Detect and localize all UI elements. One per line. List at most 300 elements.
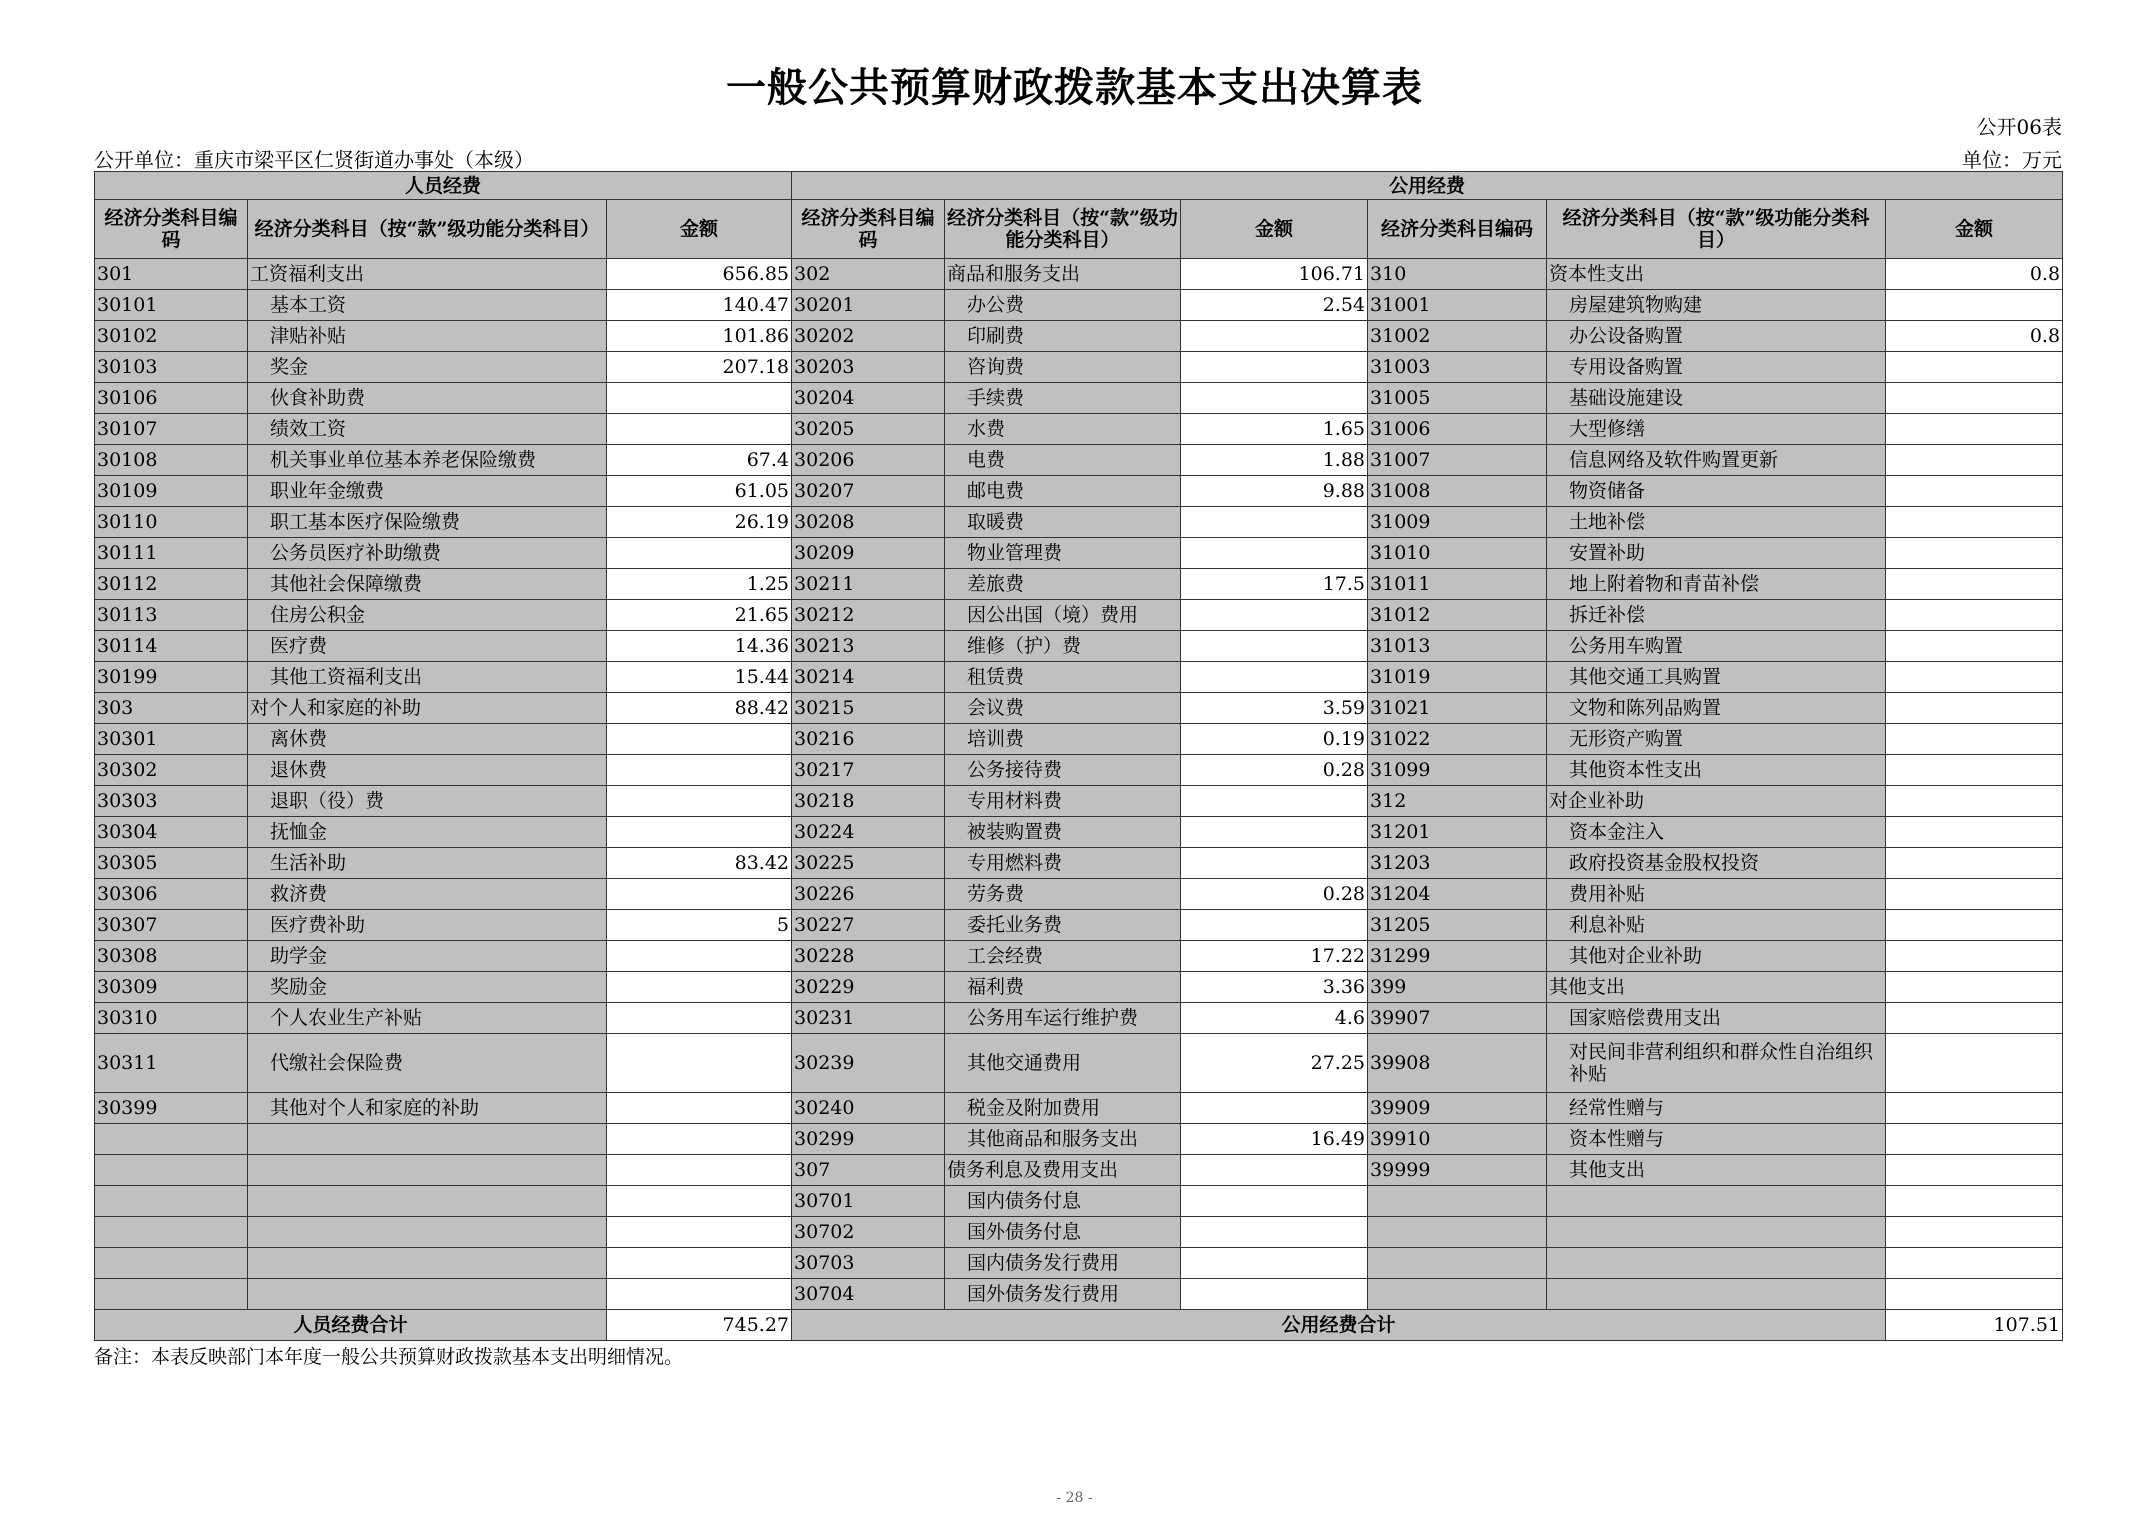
amount-capital — [1886, 1248, 2063, 1279]
code-public: 30211 — [792, 569, 945, 600]
amount-capital: 0.8 — [1886, 321, 2063, 352]
amount-personnel — [607, 755, 792, 786]
code-capital: 31011 — [1368, 569, 1547, 600]
code-public: 30704 — [792, 1279, 945, 1310]
table-note: 备注：本表反映部门本年度一般公共预算财政拨款基本支出明细情况。 — [94, 1346, 684, 1368]
code-capital: 31007 — [1368, 445, 1547, 476]
code-personnel: 30103 — [95, 352, 248, 383]
name-capital: 土地补偿 — [1547, 507, 1886, 538]
name-personnel: 公务员医疗补助缴费 — [248, 538, 607, 569]
name-public: 劳务费 — [945, 879, 1181, 910]
amount-personnel — [607, 1003, 792, 1034]
code-capital: 399 — [1368, 972, 1547, 1003]
amount-public — [1181, 848, 1368, 879]
name-public: 培训费 — [945, 724, 1181, 755]
name-personnel: 职业年金缴费 — [248, 476, 607, 507]
name-personnel: 生活补助 — [248, 848, 607, 879]
amount-capital — [1886, 941, 2063, 972]
amount-public — [1181, 1186, 1368, 1217]
code-capital: 39907 — [1368, 1003, 1547, 1034]
name-public: 专用燃料费 — [945, 848, 1181, 879]
header-amount-capital: 金额 — [1886, 200, 2063, 259]
amount-personnel — [607, 786, 792, 817]
code-public: 30204 — [792, 383, 945, 414]
name-capital: 利息补贴 — [1547, 910, 1886, 941]
code-personnel: 30306 — [95, 879, 248, 910]
amount-public — [1181, 507, 1368, 538]
name-capital — [1547, 1248, 1886, 1279]
amount-personnel: 26.19 — [607, 507, 792, 538]
amount-public: 17.22 — [1181, 941, 1368, 972]
amount-capital — [1886, 600, 2063, 631]
name-public: 公务用车运行维护费 — [945, 1003, 1181, 1034]
amount-capital — [1886, 1034, 2063, 1093]
name-public: 租赁费 — [945, 662, 1181, 693]
code-public: 30218 — [792, 786, 945, 817]
amount-public — [1181, 910, 1368, 941]
table-row — [95, 941, 2063, 972]
code-capital: 31005 — [1368, 383, 1547, 414]
name-capital: 基础设施建设 — [1547, 383, 1886, 414]
table-row — [95, 910, 2063, 941]
amount-public: 0.19 — [1181, 724, 1368, 755]
amount-personnel: 88.42 — [607, 693, 792, 724]
amount-personnel — [607, 879, 792, 910]
code-capital — [1368, 1279, 1547, 1310]
name-personnel: 医疗费补助 — [248, 910, 607, 941]
code-personnel — [95, 1186, 248, 1217]
amount-public — [1181, 383, 1368, 414]
header-amount-public: 金额 — [1181, 200, 1368, 259]
name-personnel: 机关事业单位基本养老保险缴费 — [248, 445, 607, 476]
amount-personnel: 61.05 — [607, 476, 792, 507]
table-row — [95, 724, 2063, 755]
amount-personnel — [607, 1279, 792, 1310]
name-public: 被装购置费 — [945, 817, 1181, 848]
table-row — [95, 476, 2063, 507]
code-capital — [1368, 1186, 1547, 1217]
name-public: 因公出国（境）费用 — [945, 600, 1181, 631]
code-public: 30205 — [792, 414, 945, 445]
code-public: 30231 — [792, 1003, 945, 1034]
name-public: 印刷费 — [945, 321, 1181, 352]
name-personnel: 医疗费 — [248, 631, 607, 662]
name-personnel — [248, 1186, 607, 1217]
table-row — [95, 1186, 2063, 1217]
table-row — [95, 1093, 2063, 1124]
name-capital — [1547, 1217, 1886, 1248]
amount-public: 1.65 — [1181, 414, 1368, 445]
amount-capital: 0.8 — [1886, 259, 2063, 290]
name-capital: 物资储备 — [1547, 476, 1886, 507]
amount-personnel — [607, 1124, 792, 1155]
name-capital: 对民间非营利组织和群众性自治组织补贴 — [1547, 1034, 1886, 1093]
code-capital: 310 — [1368, 259, 1547, 290]
name-personnel: 奖金 — [248, 352, 607, 383]
name-capital: 其他支出 — [1547, 1155, 1886, 1186]
name-public: 税金及附加费用 — [945, 1093, 1181, 1124]
total-public-label: 公用经费合计 — [792, 1310, 1886, 1341]
code-public: 30217 — [792, 755, 945, 786]
amount-public: 27.25 — [1181, 1034, 1368, 1093]
table-row — [95, 1248, 2063, 1279]
amount-capital — [1886, 569, 2063, 600]
code-personnel: 301 — [95, 259, 248, 290]
code-public: 30213 — [792, 631, 945, 662]
amount-capital — [1886, 1155, 2063, 1186]
name-capital — [1547, 1279, 1886, 1310]
name-capital: 公务用车购置 — [1547, 631, 1886, 662]
code-personnel — [95, 1124, 248, 1155]
code-public: 30225 — [792, 848, 945, 879]
amount-public — [1181, 600, 1368, 631]
name-capital: 政府投资基金股权投资 — [1547, 848, 1886, 879]
name-public: 水费 — [945, 414, 1181, 445]
amount-personnel: 140.47 — [607, 290, 792, 321]
code-personnel: 30101 — [95, 290, 248, 321]
code-capital: 31010 — [1368, 538, 1547, 569]
name-capital: 国家赔偿费用支出 — [1547, 1003, 1886, 1034]
name-public: 会议费 — [945, 693, 1181, 724]
amount-capital — [1886, 290, 2063, 321]
code-personnel: 30307 — [95, 910, 248, 941]
code-personnel: 30109 — [95, 476, 248, 507]
code-capital: 31002 — [1368, 321, 1547, 352]
name-personnel: 其他社会保障缴费 — [248, 569, 607, 600]
name-public: 商品和服务支出 — [945, 259, 1181, 290]
table-row — [95, 321, 2063, 352]
code-public: 30240 — [792, 1093, 945, 1124]
code-public: 30224 — [792, 817, 945, 848]
amount-personnel: 15.44 — [607, 662, 792, 693]
amount-public: 3.36 — [1181, 972, 1368, 1003]
code-personnel: 30302 — [95, 755, 248, 786]
amount-capital — [1886, 817, 2063, 848]
amount-capital — [1886, 848, 2063, 879]
table-row — [95, 1155, 2063, 1186]
table-row — [95, 445, 2063, 476]
amount-capital — [1886, 879, 2063, 910]
code-public: 30216 — [792, 724, 945, 755]
code-public: 30228 — [792, 941, 945, 972]
name-personnel: 救济费 — [248, 879, 607, 910]
name-capital: 信息网络及软件购置更新 — [1547, 445, 1886, 476]
name-capital: 文物和陈列品购置 — [1547, 693, 1886, 724]
name-public: 手续费 — [945, 383, 1181, 414]
code-capital: 31201 — [1368, 817, 1547, 848]
table-row — [95, 1217, 2063, 1248]
name-personnel: 基本工资 — [248, 290, 607, 321]
amount-public: 1.88 — [1181, 445, 1368, 476]
amount-capital — [1886, 1279, 2063, 1310]
amount-public: 3.59 — [1181, 693, 1368, 724]
name-personnel — [248, 1217, 607, 1248]
name-public: 委托业务费 — [945, 910, 1181, 941]
code-public: 30214 — [792, 662, 945, 693]
amount-personnel: 656.85 — [607, 259, 792, 290]
code-personnel: 30107 — [95, 414, 248, 445]
name-personnel — [248, 1124, 607, 1155]
amount-capital — [1886, 1186, 2063, 1217]
amount-capital — [1886, 724, 2063, 755]
table-row — [95, 290, 2063, 321]
total-public-amount: 107.51 — [1886, 1310, 2063, 1341]
name-public: 取暖费 — [945, 507, 1181, 538]
name-personnel: 助学金 — [248, 941, 607, 972]
name-personnel: 职工基本医疗保险缴费 — [248, 507, 607, 538]
name-public: 邮电费 — [945, 476, 1181, 507]
header-code-public: 经济分类科目编码 — [792, 200, 945, 259]
expenditure-table — [94, 171, 2063, 1341]
name-capital: 房屋建筑物购建 — [1547, 290, 1886, 321]
amount-capital — [1886, 476, 2063, 507]
amount-capital — [1886, 507, 2063, 538]
table-row — [95, 848, 2063, 879]
name-personnel — [248, 1279, 607, 1310]
code-personnel: 30305 — [95, 848, 248, 879]
code-public: 30202 — [792, 321, 945, 352]
amount-capital — [1886, 972, 2063, 1003]
code-capital: 31006 — [1368, 414, 1547, 445]
name-capital: 拆迁补偿 — [1547, 600, 1886, 631]
amount-public — [1181, 786, 1368, 817]
code-capital: 31299 — [1368, 941, 1547, 972]
header-code-capital: 经济分类科目编码 — [1368, 200, 1547, 259]
code-public: 30226 — [792, 879, 945, 910]
name-capital: 大型修缮 — [1547, 414, 1886, 445]
code-personnel: 30399 — [95, 1093, 248, 1124]
code-personnel: 30113 — [95, 600, 248, 631]
code-capital: 39910 — [1368, 1124, 1547, 1155]
amount-personnel: 67.4 — [607, 445, 792, 476]
code-public: 30203 — [792, 352, 945, 383]
code-personnel — [95, 1155, 248, 1186]
name-public: 公务接待费 — [945, 755, 1181, 786]
name-public: 物业管理费 — [945, 538, 1181, 569]
amount-personnel: 101.86 — [607, 321, 792, 352]
amount-personnel — [607, 1186, 792, 1217]
code-capital: 31021 — [1368, 693, 1547, 724]
table-row — [95, 755, 2063, 786]
name-capital: 资本金注入 — [1547, 817, 1886, 848]
amount-capital — [1886, 414, 2063, 445]
name-capital: 资本性赠与 — [1547, 1124, 1886, 1155]
name-public: 国内债务付息 — [945, 1186, 1181, 1217]
table-row — [95, 879, 2063, 910]
amount-personnel — [607, 817, 792, 848]
amount-public: 0.28 — [1181, 879, 1368, 910]
amount-personnel — [607, 538, 792, 569]
amount-personnel — [607, 1248, 792, 1279]
code-public: 30703 — [792, 1248, 945, 1279]
name-personnel: 奖励金 — [248, 972, 607, 1003]
amount-capital — [1886, 383, 2063, 414]
code-personnel: 30310 — [95, 1003, 248, 1034]
amount-capital — [1886, 1093, 2063, 1124]
table-row — [95, 414, 2063, 445]
code-capital — [1368, 1248, 1547, 1279]
table-row — [95, 786, 2063, 817]
table-row — [95, 1279, 2063, 1310]
code-personnel: 30111 — [95, 538, 248, 569]
code-capital: 31009 — [1368, 507, 1547, 538]
code-capital: 31003 — [1368, 352, 1547, 383]
amount-capital — [1886, 631, 2063, 662]
amount-public — [1181, 1248, 1368, 1279]
code-personnel: 303 — [95, 693, 248, 724]
code-personnel: 30110 — [95, 507, 248, 538]
amount-capital — [1886, 445, 2063, 476]
table-row — [95, 538, 2063, 569]
code-personnel — [95, 1248, 248, 1279]
name-personnel: 伙食补助费 — [248, 383, 607, 414]
name-public: 其他交通费用 — [945, 1034, 1181, 1093]
code-personnel: 30303 — [95, 786, 248, 817]
name-public: 电费 — [945, 445, 1181, 476]
code-capital: 31019 — [1368, 662, 1547, 693]
name-public: 国内债务发行费用 — [945, 1248, 1181, 1279]
amount-public — [1181, 1093, 1368, 1124]
table-row — [95, 631, 2063, 662]
amount-personnel — [607, 1155, 792, 1186]
name-public: 差旅费 — [945, 569, 1181, 600]
amount-public — [1181, 662, 1368, 693]
amount-personnel — [607, 1034, 792, 1093]
table-row — [95, 1003, 2063, 1034]
amount-public — [1181, 1155, 1368, 1186]
code-capital: 31013 — [1368, 631, 1547, 662]
name-personnel — [248, 1155, 607, 1186]
table-row — [95, 662, 2063, 693]
code-capital: 31022 — [1368, 724, 1547, 755]
table-row — [95, 693, 2063, 724]
header-amount-personnel: 金额 — [607, 200, 792, 259]
amount-capital — [1886, 538, 2063, 569]
code-public: 302 — [792, 259, 945, 290]
code-public: 30201 — [792, 290, 945, 321]
name-public: 咨询费 — [945, 352, 1181, 383]
table-row — [95, 383, 2063, 414]
name-public: 工会经费 — [945, 941, 1181, 972]
table-row — [95, 1124, 2063, 1155]
table-row — [95, 352, 2063, 383]
name-personnel: 个人农业生产补贴 — [248, 1003, 607, 1034]
total-personnel-amount: 745.27 — [607, 1310, 792, 1341]
page-number: - 28 - — [1056, 1490, 1093, 1506]
name-capital: 其他对企业补助 — [1547, 941, 1886, 972]
amount-public — [1181, 352, 1368, 383]
code-personnel — [95, 1217, 248, 1248]
amount-public — [1181, 817, 1368, 848]
code-personnel: 30199 — [95, 662, 248, 693]
code-personnel: 30308 — [95, 941, 248, 972]
name-public: 其他商品和服务支出 — [945, 1124, 1181, 1155]
code-public: 30208 — [792, 507, 945, 538]
code-capital: 31012 — [1368, 600, 1547, 631]
name-capital — [1547, 1186, 1886, 1217]
code-public: 30229 — [792, 972, 945, 1003]
amount-personnel: 14.36 — [607, 631, 792, 662]
amount-capital — [1886, 755, 2063, 786]
name-public: 维修（护）费 — [945, 631, 1181, 662]
header-name-personnel: 经济分类科目（按“款”级功能分类科目） — [248, 200, 607, 259]
name-personnel: 抚恤金 — [248, 817, 607, 848]
amount-personnel — [607, 972, 792, 1003]
name-capital: 安置补助 — [1547, 538, 1886, 569]
code-public: 30215 — [792, 693, 945, 724]
name-personnel: 津贴补贴 — [248, 321, 607, 352]
name-personnel: 退休费 — [248, 755, 607, 786]
amount-public: 17.5 — [1181, 569, 1368, 600]
code-personnel: 30112 — [95, 569, 248, 600]
name-public: 福利费 — [945, 972, 1181, 1003]
code-public: 30701 — [792, 1186, 945, 1217]
amount-public: 2.54 — [1181, 290, 1368, 321]
amount-public — [1181, 631, 1368, 662]
amount-capital — [1886, 693, 2063, 724]
name-capital: 其他交通工具购置 — [1547, 662, 1886, 693]
name-personnel: 工资福利支出 — [248, 259, 607, 290]
amount-public: 9.88 — [1181, 476, 1368, 507]
amount-personnel: 83.42 — [607, 848, 792, 879]
amount-personnel — [607, 724, 792, 755]
amount-personnel: 5 — [607, 910, 792, 941]
name-personnel: 退职（役）费 — [248, 786, 607, 817]
code-personnel — [95, 1279, 248, 1310]
code-public: 30702 — [792, 1217, 945, 1248]
name-capital: 费用补贴 — [1547, 879, 1886, 910]
code-personnel: 30311 — [95, 1034, 248, 1093]
name-capital: 其他资本性支出 — [1547, 755, 1886, 786]
amount-personnel — [607, 414, 792, 445]
name-personnel — [248, 1248, 607, 1279]
name-public: 专用材料费 — [945, 786, 1181, 817]
table-row — [95, 817, 2063, 848]
code-capital: 39999 — [1368, 1155, 1547, 1186]
code-capital: 31008 — [1368, 476, 1547, 507]
header-code-personnel: 经济分类科目编码 — [95, 200, 248, 259]
code-capital: 39908 — [1368, 1034, 1547, 1093]
name-public: 债务利息及费用支出 — [945, 1155, 1181, 1186]
table-row — [95, 507, 2063, 538]
name-personnel: 绩效工资 — [248, 414, 607, 445]
name-public: 国外债务付息 — [945, 1217, 1181, 1248]
name-personnel: 住房公积金 — [248, 600, 607, 631]
code-personnel: 30304 — [95, 817, 248, 848]
code-public: 30239 — [792, 1034, 945, 1093]
name-capital: 地上附着物和青苗补偿 — [1547, 569, 1886, 600]
amount-public: 0.28 — [1181, 755, 1368, 786]
code-personnel: 30309 — [95, 972, 248, 1003]
code-public: 30299 — [792, 1124, 945, 1155]
code-personnel: 30301 — [95, 724, 248, 755]
reporting-unit: 公开单位：重庆市梁平区仁贤街道办事处（本级） — [94, 148, 534, 172]
total-personnel-label: 人员经费合计 — [95, 1310, 607, 1341]
name-capital: 无形资产购置 — [1547, 724, 1886, 755]
page-title: 一般公共预算财政拨款基本支出决算表 — [726, 65, 1423, 111]
name-capital: 专用设备购置 — [1547, 352, 1886, 383]
amount-capital — [1886, 1003, 2063, 1034]
name-capital: 其他支出 — [1547, 972, 1886, 1003]
name-capital: 办公设备购置 — [1547, 321, 1886, 352]
amount-public — [1181, 1279, 1368, 1310]
table-row — [95, 1034, 2063, 1093]
table-row — [95, 600, 2063, 631]
form-number: 公开06表 — [1976, 115, 2062, 139]
code-capital: 312 — [1368, 786, 1547, 817]
code-capital: 31001 — [1368, 290, 1547, 321]
name-personnel: 离休费 — [248, 724, 607, 755]
